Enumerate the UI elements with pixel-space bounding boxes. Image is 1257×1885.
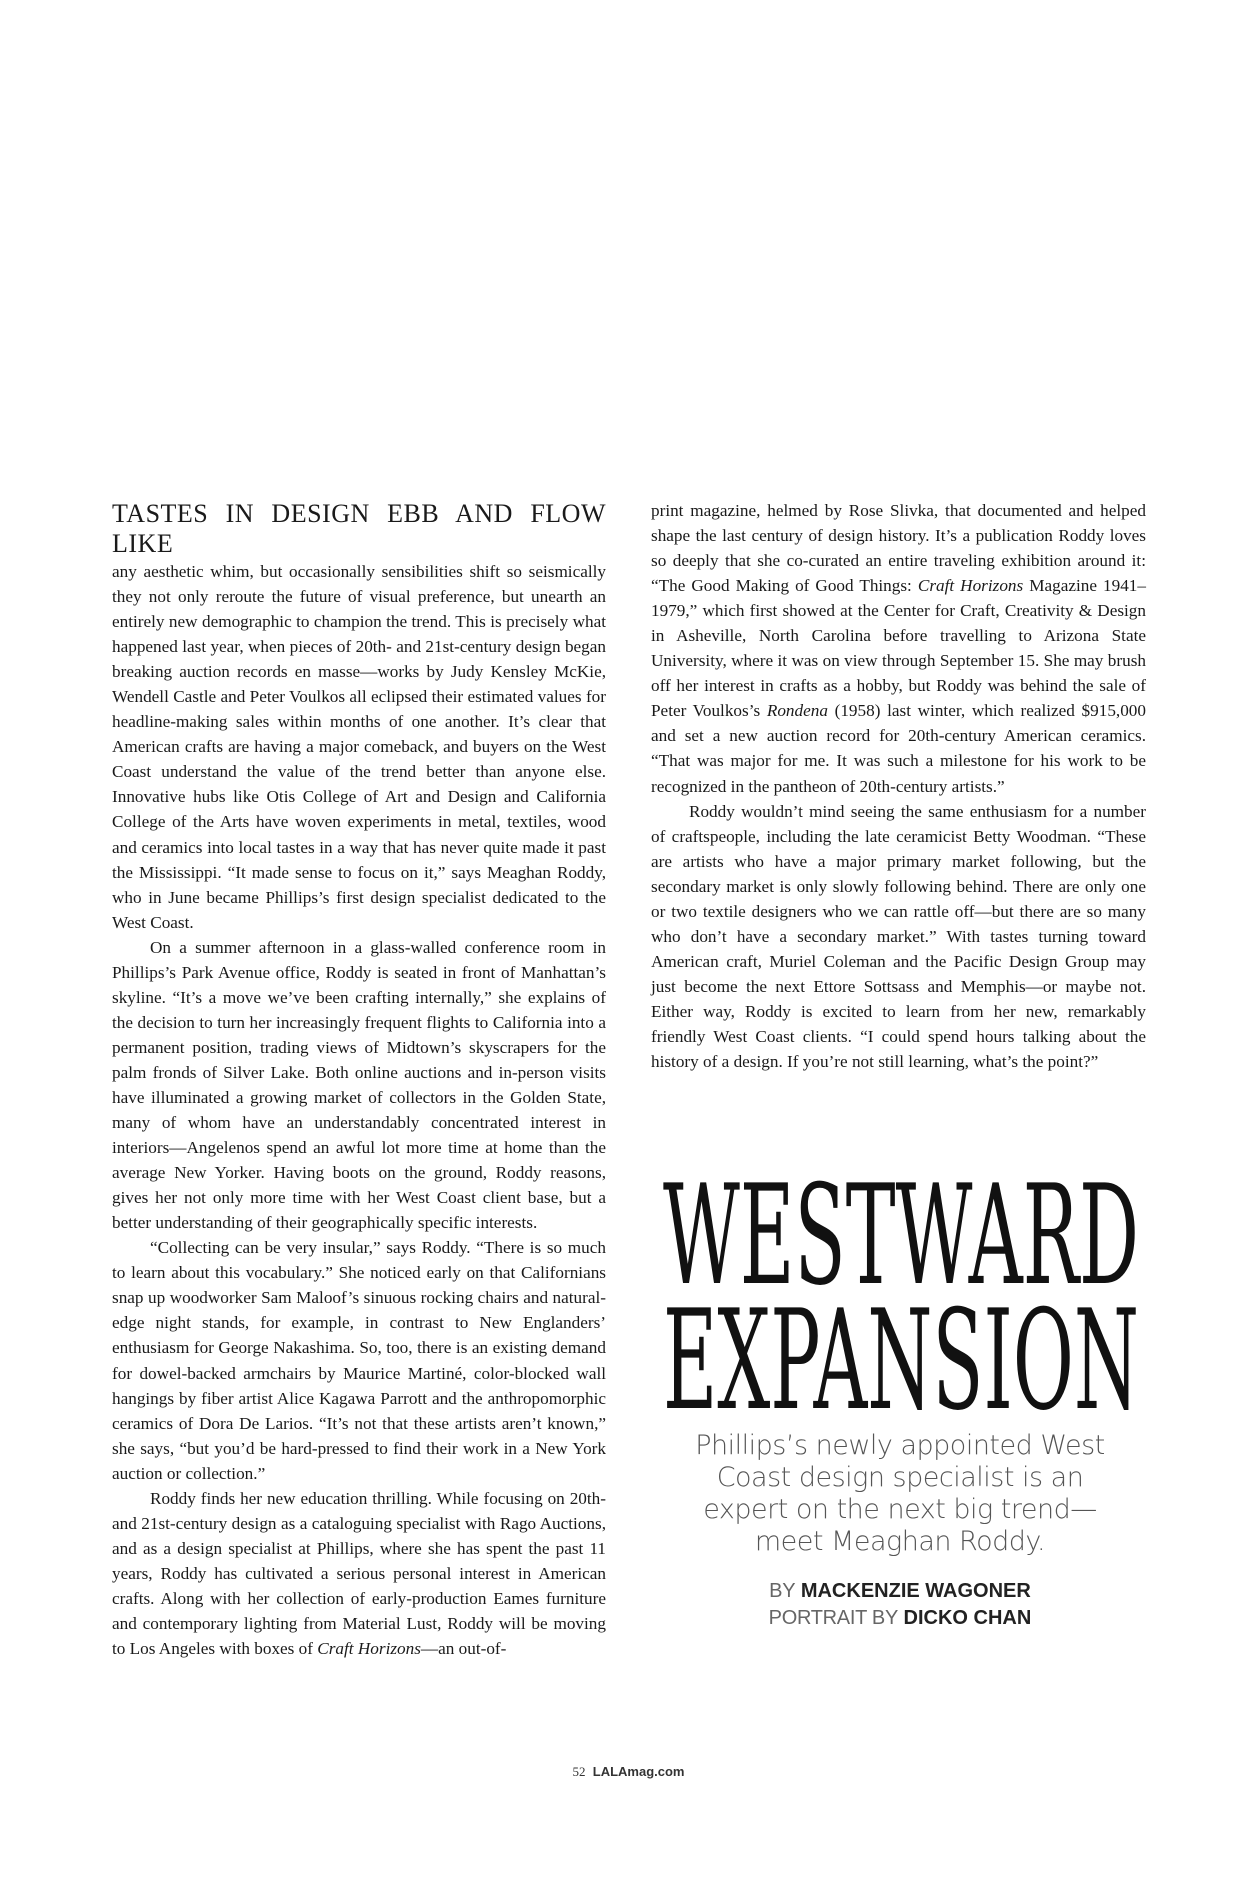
artwork-title: Rondena — [766, 701, 828, 721]
article-text: (1958) last winter, which realized $915,000 and set a new auction record for 20th-century American ceramics. “That was major for me. It was such a milestone for his work to be recognized in the pantheon of 20th-century artists.” — [651, 701, 1146, 796]
publication-title: Craft Horizons — [317, 1639, 421, 1659]
headline — [654, 1168, 1148, 1418]
byline — [680, 1580, 1120, 1603]
page-number: 52 — [572, 1764, 586, 1779]
article-paragraph — [112, 1486, 606, 1661]
article-paragraph — [651, 498, 1146, 799]
article-lead-in: TASTES IN DESIGN EBB AND FLOW LIKE — [112, 499, 606, 558]
dek: Phillips’s newly appointed West Coast design specialist is an expert on the next big trend—meet Meaghan Roddy. — [695, 1430, 1105, 1557]
portrait-credit — [680, 1607, 1120, 1630]
article-paragraph: Roddy wouldn’t mind seeing the same enthusiasm for a number of craftspeople, including the late ceramicist Betty Woodman. “These are artists who have a major primary market following, but the secondary market is only slowly following behind. There are only one or two textile designers who we can rattle off—but there are so many who don’t have a secondary market.” With tastes turning toward American craft, Muriel Coleman and the Pacific Design Group may just become the next Ettore Sottsass and Memphis—or maybe not. Either way, Roddy is excited to learn from her new, remarkably friendly West Coast clients. “I could spend hours talking about the history of a design. If you’re not still learning, what’s the point?” — [651, 801, 1146, 1072]
author-name: MACKENZIE WAGONER — [800, 1580, 1031, 1602]
publication-title: Craft Horizons — [917, 576, 1024, 596]
article-paragraph: “Collecting can be very insular,” says Roddy. “There is so much to learn about this vocabulary.” She noticed early on that Californians snap up woodworker Sam Maloof’s sinuous rocking chairs and natural-edge night stands, for example, in contrast to New Englanders’ enthusiasm for George Nakashima. So, too, there is an existing demand for dowel-backed armchairs by Maurice Martiné, color-blocked wall hangings by fiber artist Alice Kagawa Parrott and the anthropomorphic ceramics of Dora De Larios. “It’s not that these artists aren’t known,” she says, “but you’d be hard-pressed to find their work in a New York auction or collection.” — [112, 1238, 606, 1483]
article-paragraph: any aesthetic whim, but occasionally sensibilities shift so seismically they not only reroute the future of visual preference, but unearth an entirely new demographic to champion the trend. This is precisely what happened last year, when pieces of 20th- and 21st-century design began breaking auction records en masse—works by Judy Kensley McKie, Wendell Castle and Peter Voulkos all eclipsed their estimated values for headline-making sales within months of one another. It’s clear that American crafts are having a major comeback, and buyers on the West Coast understand the value of the trend better than anyone else. Innovative hubs like Otis College of Art and Design and California College of the Arts have woven experiments in metal, textiles, wood and ceramics into local tastes in a way that has never quite made it past the Mississippi. “It made sense to focus on it,” says Meaghan Roddy, who in June became Phillips’s first design specialist dedicated to the West Coast. — [112, 562, 606, 932]
photographer-name: DICKO CHAN — [903, 1607, 1032, 1629]
article-column-left — [112, 497, 606, 1661]
site-url: LALAmag.com — [592, 1764, 685, 1779]
headline-block — [654, 1168, 1148, 1418]
article-text: print magazine, helmed by Rose Slivka, that documented and helped shape the last century of design history. It’s a publication Roddy loves so deeply that she co-curated an entire traveling exhibition around it: “The Good Making of Good Things: — [651, 501, 1146, 596]
article-text: —an out-of- — [420, 1639, 507, 1659]
portrait-credit-label: PORTRAIT BY — [768, 1607, 898, 1629]
headline-line-2: EXPANSION — [663, 1280, 1139, 1418]
article-text: Roddy finds her new education thrilling. While focusing on 20th- and 21st-century design as a cataloguing specialist with Rago Auctions, and as a design specialist at Phillips, where she has spent the past 11 years, Roddy has cultivated a serious personal interest in American crafts. Along with her collection of early-production Eames furniture and contemporary lighting from Material Lust, Roddy will be moving to Los Angeles with boxes of — [112, 1488, 606, 1659]
folio — [0, 1764, 1257, 1780]
headline-line-1: WESTWARD — [663, 1168, 1139, 1316]
article-paragraph: On a summer afternoon in a glass-walled conference room in Phillips’s Park Avenue office, Roddy is seated in front of Manhattan’s skyline. “It’s a move we’ve been crafting internally,” she explains of the decision to turn her increasingly frequent flights to California into a permanent position, trading views of Midtown’s skyscrapers for the palm fronds of Silver Lake. Both online auctions and in-person visits have illuminated a growing market of collectors in the Golden State, many of whom have an understandably concentrated interest in interiors—Angelenos spend an awful lot more time at home than the average New Yorker. Having boots on the ground, Roddy reasons, gives her not only more time with her West Coast client base, but a better understanding of their geographically specific interests. — [112, 937, 606, 1233]
article-column-right — [651, 498, 1146, 1074]
article-text: Magazine 1941–1979,” which first showed at the Center for Craft, Creativity & Design in Asheville, North Carolina before travelling to Arizona State University, where it was on view through September 15. She may brush off her interest in crafts as a hobby, but Roddy was behind the sale of Peter Voulkos’s — [651, 576, 1146, 721]
byline-label: BY — [769, 1580, 796, 1602]
